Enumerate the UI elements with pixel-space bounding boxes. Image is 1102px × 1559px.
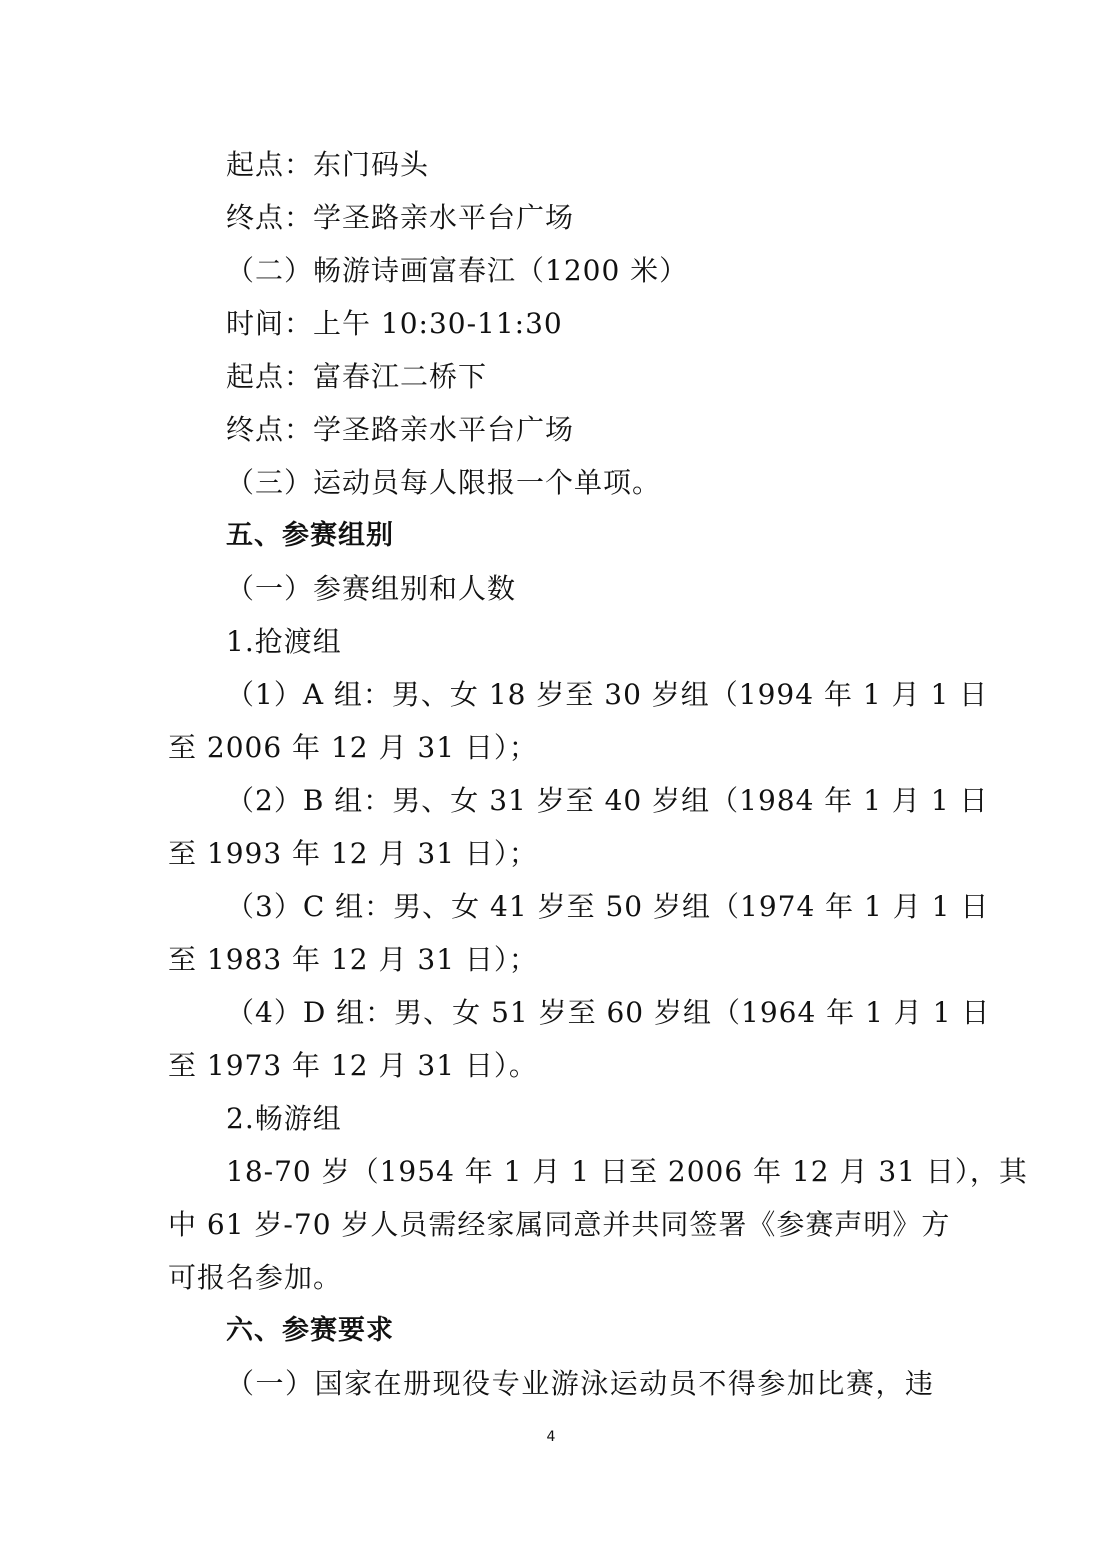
time-line: 时间：上午 10:30-11:30 xyxy=(226,307,563,340)
start-point-line: 起点：富春江二桥下 xyxy=(226,360,488,393)
section-heading: 六、参赛要求 xyxy=(226,1315,394,1346)
end-point-line: 终点：学圣路亲水平台广场 xyxy=(226,201,575,234)
paragraph-line: 可报名参加。 xyxy=(168,1261,343,1294)
paragraph-line: （一）国家在册现役专业游泳运动员不得参加比赛，违 xyxy=(226,1367,934,1400)
subsection-heading: （一）参赛组别和人数 xyxy=(226,572,517,605)
paragraph-line: 18-70 岁（1954 年 1 月 1 日至 2006 年 12 月 31 日），其 xyxy=(226,1155,1028,1188)
group-a-line: （1）A 组：男、女 18 岁至 30 岁组（1994 年 1 月 1 日 xyxy=(226,678,989,711)
group-c-continuation: 至 1983 年 12 月 31 日）； xyxy=(168,943,538,976)
group-d-line: （4）D 组：男、女 51 岁至 60 岁组（1964 年 1 月 1 日 xyxy=(226,996,991,1029)
group-a-continuation: 至 2006 年 12 月 31 日）； xyxy=(168,731,538,764)
group-c-line: （3）C 组：男、女 41 岁至 50 岁组（1974 年 1 月 1 日 xyxy=(226,890,990,923)
rule-line: （三）运动员每人限报一个单项。 xyxy=(226,466,662,499)
paragraph-line: 中 61 岁-70 岁人员需经家属同意并共同签署《参赛声明》方 xyxy=(168,1208,951,1241)
group-b-continuation: 至 1993 年 12 月 31 日）； xyxy=(168,837,538,870)
start-point-line: 起点：东门码头 xyxy=(226,148,430,181)
group-d-continuation: 至 1973 年 12 月 31 日）。 xyxy=(168,1049,538,1082)
section-heading: 五、参赛组别 xyxy=(226,520,394,551)
page-number: 4 xyxy=(546,1429,556,1445)
group-b-line: （2）B 组：男、女 31 岁至 40 岁组（1984 年 1 月 1 日 xyxy=(226,784,989,817)
event-title-line: （二）畅游诗画富春江（1200 米） xyxy=(226,254,689,287)
group-heading: 1.抢渡组 xyxy=(226,625,342,658)
group-heading: 2.畅游组 xyxy=(226,1102,342,1135)
end-point-line: 终点：学圣路亲水平台广场 xyxy=(226,413,575,446)
